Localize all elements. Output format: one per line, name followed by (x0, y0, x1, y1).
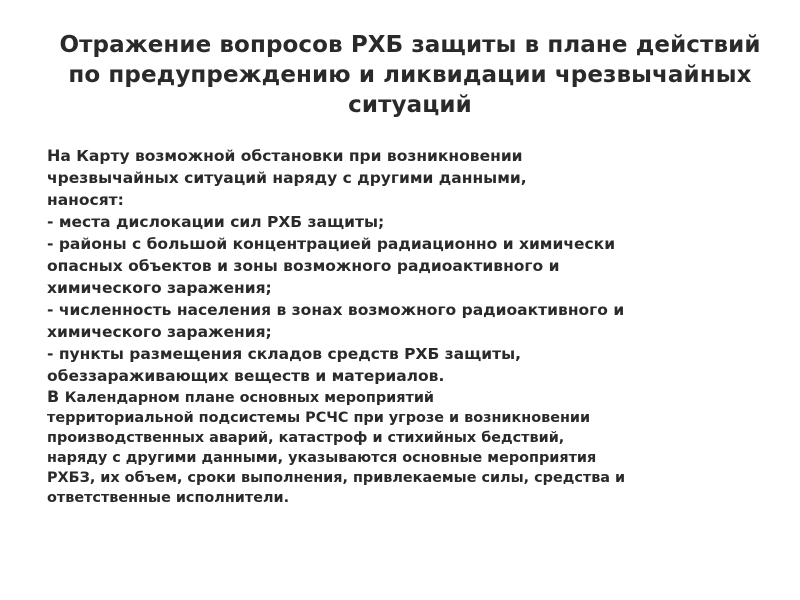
paragraph-map-lead: Н (47, 146, 61, 165)
list-item-population: - численность населения в зонах возможного радиоактивного и химического заражения; (47, 301, 625, 341)
paragraph-map (47, 145, 767, 211)
paragraph-calendar-plan-text: Календарном плане основных мероприятий территориальной подсистемы РСЧС при угрозе и возникновении производственных аварий, катастроф и стихийных бедствий, наряду с другими данными, указываются основные мероприятия РХБЗ, их объем, сроки выполнения, привлекаемые силы, средства и ответственные исполнители. (47, 390, 626, 506)
slide-title: Отражение вопросов РХБ защиты в плане действий по предупреждению и ликвидации чрезвычайных ситуаций (59, 32, 761, 118)
list-item-storage-points: - пункты размещения складов средств РХБ защиты, обеззараживающих веществ и материалов. (47, 345, 522, 385)
list-item-hazard-areas: - районы с большой концентрацией радиационно и химически опасных объектов и зоны возможного радиоактивного и химического заражения; (47, 235, 616, 297)
paragraph-calendar-plan (47, 387, 767, 508)
slide-body (47, 145, 767, 508)
paragraph-calendar-plan-lead: В (47, 387, 65, 406)
list-item-forces-locations: - места дислокации сил РХБ защиты; (47, 213, 385, 231)
paragraph-map-text: а Карту возможной обстановки при возникновении чрезвычайных ситуаций наряду с другими данными, наносят: (47, 147, 527, 209)
